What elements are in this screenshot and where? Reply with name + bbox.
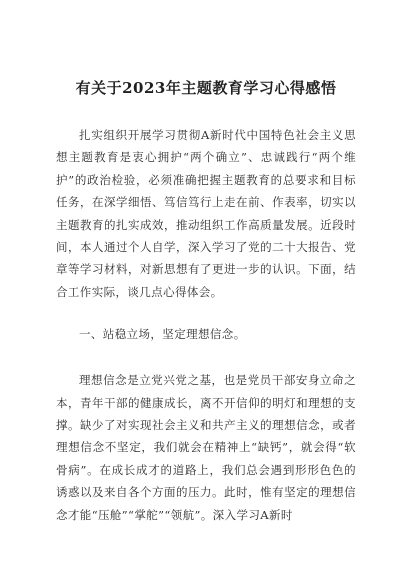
document-title: 有关于2023年主题教育学习心得感悟 [75,79,337,97]
section-heading: 一、站稳立场，坚定理想信念。 [79,327,246,342]
document-body [56,124,356,526]
intro-paragraph: 扎实组织开展学习贯彻A新时代中国特色社会主义思想主题教育是衷心拥护“两个确立”、忠诚践行“两个维护”的政治检验，必须准确把握主题教育的总要求和目标任务，在深学细悟、笃信笃行上走在前、作表率，切实以主题教育的扎实成效，推动组织工作高质量发展。近段时间，本人通过个人自学，深入学习了党的二十大报告、党章等学习材料，对新思想有了更进一步的认识。下面，结合工作实际，谈几点心得体会。 [56,128,356,299]
section-paragraph: 理想信念是立党兴党之基，也是党员干部安身立命之本，青年干部的健康成长，离不开信仰的明灯和理想的支撑。缺少了对实现社会主义和共产主义的理想信念，或者理想信念不坚定，我们就会在精神上“缺钙”，就会得“软骨病”。在成长成才的道路上，我们总会遇到形形色色的诱惑以及来自各个方面的压力。此时，惟有坚定的理想信念才能“压舱”“掌舵”“领航”。深入学习A新时 [56,373,356,522]
